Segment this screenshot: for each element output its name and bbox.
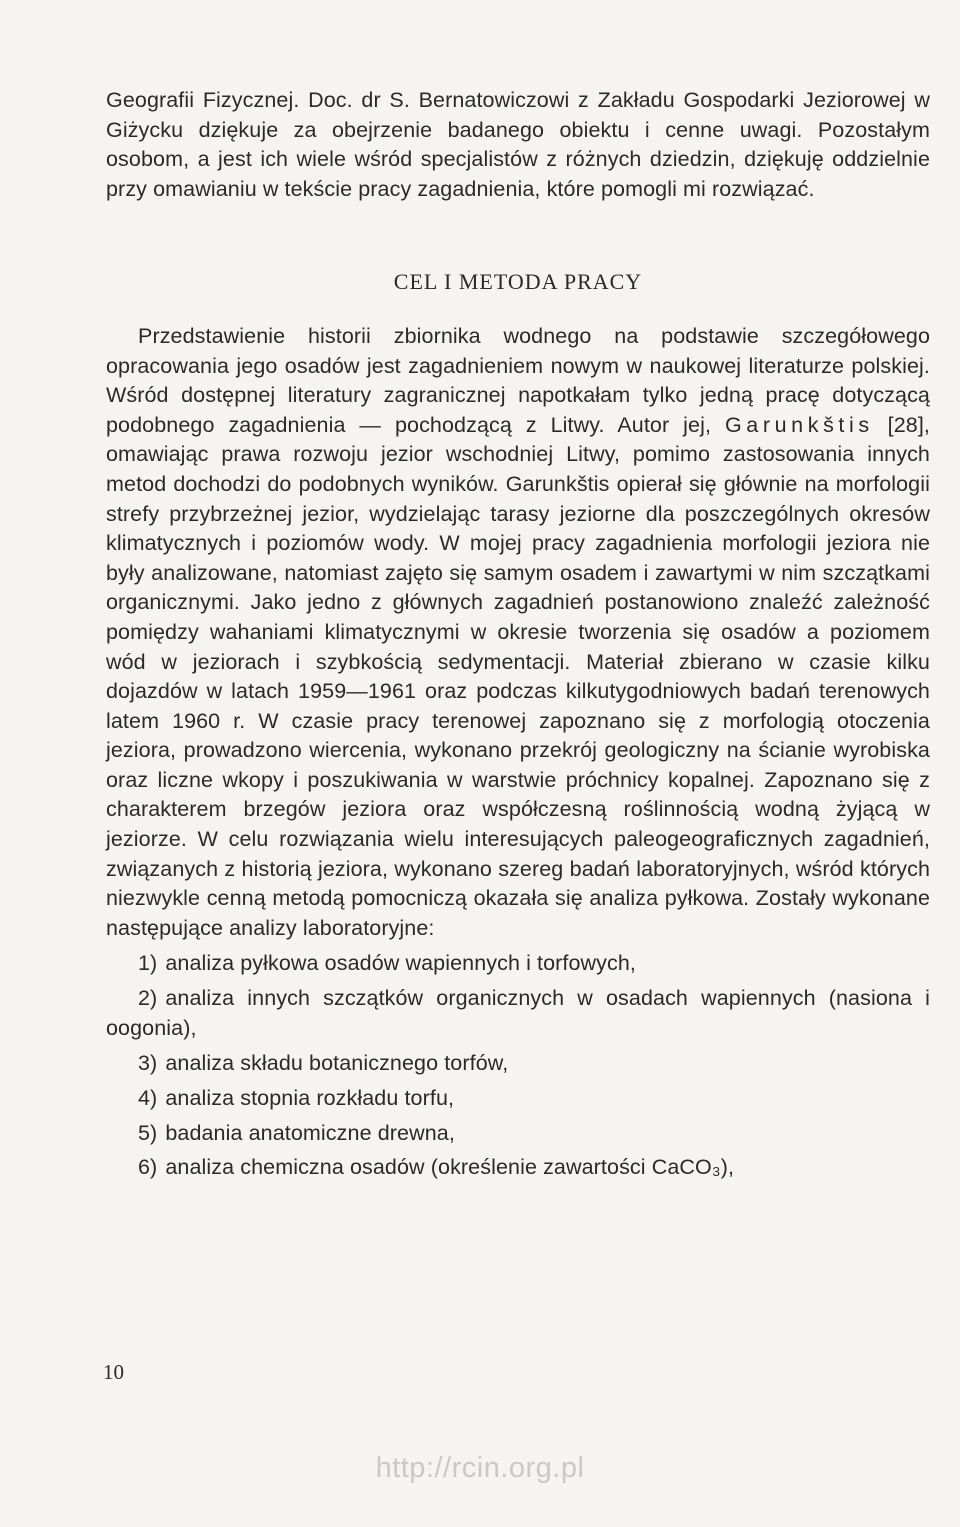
list-item-number: 2) — [138, 986, 158, 1011]
list-item-text: analiza składu botanicznego torfów, — [165, 1050, 509, 1075]
author-name: Garunkštis — [724, 412, 874, 437]
list-item-number: 4) — [138, 1085, 158, 1110]
body-paragraph — [106, 322, 930, 943]
body-text-part1: Przedstawienie historii zbiornika wodnego na podstawie szczegółowego opracowania jego osadów jest zagadnieniem nowym w naukowej literaturze polskiej. Wśród dostępnej literatury zagranicznej napotkałam tylko jedną pracę dotyczącą podobnego zagadnienia — pochodzącą z Litwy. Autor jej, — [106, 323, 930, 437]
body-text-part2: [28], omawiając prawa rozwoju jezior wschodniej Litwy, pomimo zastosowania innych metod dochodzi do podobnych wyników. Garunkštis opierał się głównie na morfologii strefy przybrzeżnej jezior, wydzielając tarasy jeziorne dla poszczególnych okresów klimatycznych i poziomów wody. W mojej pracy zagadnienia morfologii jeziora nie były analizowane, natomiast zajęto się samym osadem i zawartymi w nim szczątkami organicznymi. Jako jedno z głównych zagadnień postanowiono znaleźć zależność pomiędzy wahaniami klimatycznymi w okresie tworzenia się osadów a poziomem wód w jeziorach i szybkością sedymentacji. Materiał zbierano w czasie kilku dojazdów w latach 1959—1961 oraz podczas kilkutygodniowych badań terenowych latem 1960 r. W czasie pracy terenowej zapoznano się z morfologią otoczenia jeziora, prowadzono wiercenia, wykonano przekrój geologiczny na ścianie wyrobiska oraz liczne wkopy i poszukiwania w warstwie próchnicy kopalnej. Zapoznano się z charakterem brzegów jeziora oraz współczesną roślinnością wodną żyjącą w jeziorze. W celu rozwiązania wielu interesujących paleogeograficznych zagadnień, związanych z historią jeziora, wykonano szereg badań laboratoryjnych, wśród których niezwykle cenną metodą pomocniczą okazała się analiza pyłkowa. Zostały wykonane następujące analizy laboratoryjne: — [106, 412, 931, 940]
list-item-number: 6) — [138, 1155, 158, 1180]
analysis-list — [106, 949, 930, 1183]
list-item — [106, 1153, 930, 1183]
text-column — [106, 86, 930, 1188]
list-item-text: analiza pyłkowa osadów wapiennych i torfowych, — [165, 951, 637, 976]
list-item — [106, 1049, 930, 1079]
intro-paragraph: Geografii Fizycznej. Doc. dr S. Bernatowiczowi z Zakładu Gospodarki Jeziorowej w Giżycku dziękuje za obejrzenie badanego obiektu i cenne uwagi. Pozostałym osobom, a jest ich wiele wśród specjalistów z różnych dziedzin, dziękuję oddzielnie przy omawianiu w tekście pracy zagadnienia, które pomogli mi rozwiązać. — [106, 88, 930, 201]
list-item — [106, 949, 930, 979]
list-item — [106, 1119, 930, 1149]
list-item-number: 1) — [138, 951, 158, 976]
list-item-number: 3) — [138, 1050, 158, 1075]
list-item-number: 5) — [138, 1120, 158, 1145]
section-heading: CEL I METODA PRACY — [393, 269, 643, 295]
list-item-text: analiza chemiczna osadów (określenie zawartości CaCO₃), — [165, 1155, 735, 1180]
page-number: 10 — [103, 1360, 124, 1384]
list-item-text: analiza innych szczątków organicznych w osadach wapiennych (nasiona i oogonia), — [106, 986, 930, 1040]
source-watermark-link[interactable]: http://rcin.org.pl — [375, 1452, 585, 1484]
list-item — [106, 1084, 930, 1114]
list-item — [106, 984, 930, 1043]
list-item-text: badania anatomiczne drewna, — [165, 1120, 455, 1145]
list-item-text: analiza stopnia rozkładu torfu, — [165, 1085, 455, 1110]
